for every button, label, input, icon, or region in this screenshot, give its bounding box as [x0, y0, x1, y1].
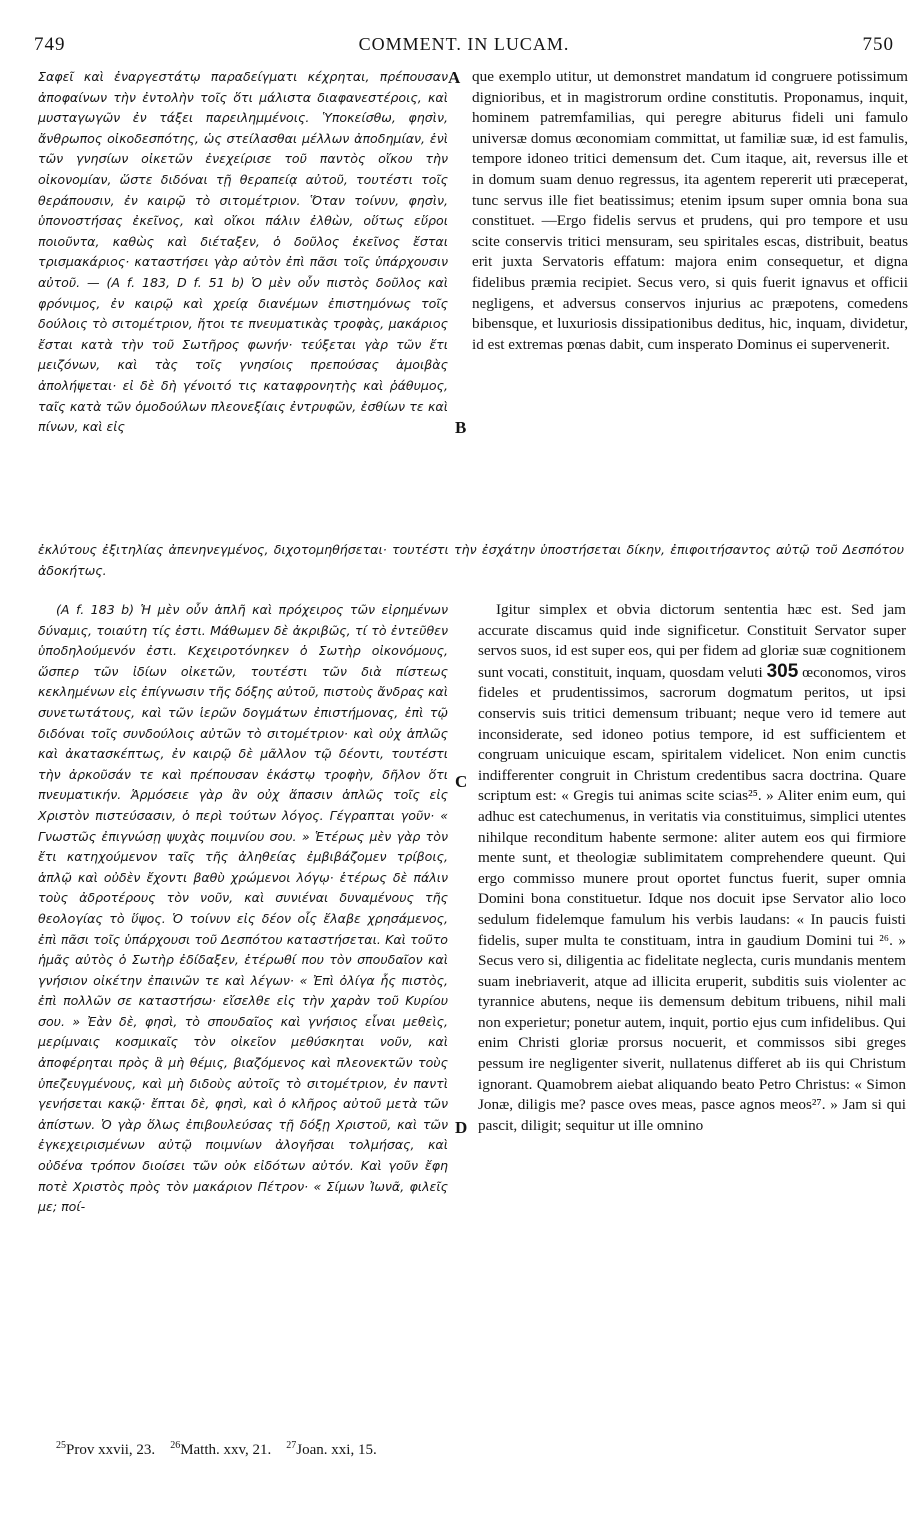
margin-marker-c: C	[455, 772, 468, 791]
footnote-26: $^{26}$Matth. xxv, 21.	[170, 1440, 272, 1458]
margin-marker-d: D	[455, 1118, 468, 1137]
greek-paragraph-bottom: (A f. 183 b) Ἡ μὲν οὖν ἁπλῆ καὶ πρόχειρος τῶν εἰρημένων δύναμις, τοιαύτη τίς ἐστι. Μάθωμεν δὲ ἀκριβῶς, τί τὸ ἐντεῦθεν ὑποδηλούμενόν ἐστι. Κεχειροτόνηκεν ὁ Σωτὴρ οἰκονόμους, ὥσπερ τῶν ἰδίων οἰκετῶν, τουτέστι τῶν διὰ πίστεως κεκλημένων εἰς ἐπίγνωσιν τῆς δόξης αὐτοῦ, πιστοὺς ἄνδρας καὶ συνετωτάτους, καὶ τῶν ἱερῶν δογμάτων ἐπιστήμονας, ἐπὶ τῷ διδόναι τοῖς συνδούλοις αὐτῶν τὸ σιτομέτριον· καὶ οὐχ ἁπλῶς καὶ ἀκατασκέπτως, ἐν καιρῷ δὲ μᾶλλον τῷ δέοντι, τουτέστι τὴν ἀρκοῦσάν τε καὶ πρέπουσαν ἑκάστῳ τροφὴν, δῆλον ὅτι πνευματικήν. Ἁρμόσειε γὰρ ἂν οὐχ ἅπασιν ἁπλῶς τοῖς εἰς Χριστὸν πιστεύσασιν, ὁ περὶ τούτων λόγος. Γέγραπται γοῦν· « Γνωστῶς ἐπιγνώσῃ ψυχὰς ποιμνίου σου. » Ἑτέρως μὲν γὰρ τὸν ἔτι κατηχούμενον ταῖς τῆς ἀληθείας ἐμβιβάζομεν τρίβοις, ἁπλῷ καὶ οὐδὲν ἔχοντι βαθὺ χρώμενοι λόγῳ· ἑτέρως δὲ πάλιν τοὺς ἀδροτέρους τὸν νοῦν, καὶ συνιέναι δυναμένους τῆς θεολογίας τὸ ὕψος. Ὁ τοίνυν εἰς δέον οἷς ἔλαβε χρησάμενος, ἐπὶ πᾶσι τοῖς ὑπάρχουσι τοῦ Δεσπότου καταστήσεται. Καὶ τοῦτο ἡμᾶς αὐτὸς ὁ Σωτὴρ ἐδίδαξεν, ἑτέρωθί που τὸν σπουδαῖον καὶ γνήσιον οἰκέτην ἐπαινῶν τε καὶ λέγων· « Ἐπὶ ὀλίγα ἧς πιστὸς, ἐπὶ πολλῶν σε καταστήσω· εἴσελθε εἰς τὴν χαρὰν τοῦ Κυρίου σου. » Ἐὰν δὲ, φησὶ, τὸ σπουδαῖος καὶ γνήσιος εἶναι μεθεὶς, μερίμναις κοσμικαῖς τὸν οἰκεῖον μεθύσκηται νοῦν, καὶ ἀποφέρηται πρὸς ἃ μὴ θέμις, βιαζόμενος καὶ πλεονεκτῶν τοὺς ὑπεζευγμένους, καὶ μὴ διδοὺς αὐτοῖς τὸ σιτομέτριον, ἐν παντὶ γενήσεται κακῷ· ἔπται δὲ, φησὶ, καὶ ὁ κλῆρος αὐτοῦ μετὰ τῶν ἀπίστων. Ὁ γὰρ ὅλως ἐπιβουλεύσας τῇ δόξῃ Χριστοῦ, καὶ τῶν ἐγκεχειρισμένων αὐτῷ ποιμνίων ἀλογῆσαι τολμήσας, καὶ οὐδένα τρόπον διοίσει τῶν οὐκ εἰδότων αὐτόν. Καὶ γοῦν ἔφη ποτὲ Χριστὸς πρὸς τὸν μακάριον Πέτρον· « Σίμων Ἰωνᾶ, φιλεῖς με; ποί-	[38, 602, 448, 1215]
running-title: COMMENT. IN LUCAM.	[358, 34, 570, 54]
footnote-25: $^{25}$Prov xxvii, 23.	[56, 1440, 156, 1458]
column-number-305: 305	[766, 660, 799, 682]
margin-marker-a: A	[448, 68, 461, 87]
latin-column-bottom	[478, 600, 906, 1136]
page-number-right: 750	[862, 34, 894, 55]
footnote-27: $^{27}$Joan. xxi, 15.	[286, 1440, 377, 1458]
greek-span-paragraph: ἐκλύτους ἐξιτηλίας ἀπενηνεγμένος, διχοτομηθήσεται· τουτέστι τὴν ἐσχάτην ὑποστήσεται δίκην, ἐπιφοιτήσαντος αὐτῷ τοῦ Δεσπότου ἀδοκήτως.	[38, 542, 904, 578]
latin-paragraph-bottom-part-b: œconomos, viros fideles et prudentissimos, sacrorum dogmatum peritos, ut ipsi conservis suis tritici demensum tribuant; neque vero id temere aut inconsiderate, sed idoneo potius tempore, id est sufficientem et congruam unicuique escam, spiritalem videlicet. Non enim cunctis indifferenter congruit in Christum credentibus sacra doctrina. Quare scriptum est: « Gregis tui animas scite scias²⁵. » Aliter enim eum, qui adhuc est catechumenus, in veritatis via constituimus, simplici utentes nihilque reconditum habente sermone: aliter autem eos qui firmiore mente sunt, et theologiæ sublimitatem comprehendere queunt. Qui ergo commisso munere prout oportet functus fuerit, super omnia Domini bona constituetur. Idque nos docuit ipse Servator alio loco sedulum fidelemque famulum his verbis laudans: « In paucis fuisti fidelis, super multa te constituam, intra in gaudium Domini tui ²⁶. » Secus vero si, diligentia ac fidelitate neglecta, curis mundanis mentem suam inebriaverit, atque ad illicita eruperit, subditis suis violenter ac tyrannice abutens, neque iis demensum debitum tribuens, nihil mali non experietur; ponetur autem, inquit, portio ejus cum infidelibus. Qui enim Christi gloriæ prorsus nocuerit, et commissos sibi greges pessum ire negligenter siverit, nullatenus differet ab iis qui Christum ignorant. Quamobrem aiebat aliquando beato Petro Christus: « Simon Jonæ, diligis me? pasce oves meas, pasce agnos meos²⁷. » Jam si qui pascit, diligit; sequitur ut ille omnino	[478, 663, 906, 1134]
greek-span-line	[38, 540, 904, 581]
page-number-left: 749	[34, 34, 66, 55]
footnotes	[56, 1440, 856, 1459]
greek-column-top	[38, 67, 448, 438]
latin-paragraph-top: que exemplo utitur, ut demonstret mandatum id congruere potissimum dignioribus, et in magistrorum ordine constitutis. Proponamus, inquit, hominem patremfamilias, qui peregre abiturus fideli uni famulo universæ domus œconomiam committat, ut familiæ suæ, id est famulis, tempore idoneo tritici demensum det. Cum itaque, ait, reversus ille et in domum suam denuo regressus, ita agentem repererit uti præceperat, tunc servus ille fiet beatissimus; etenim ipsum super omnia bona sua constituet. —Ergo fidelis servus et prudens, qui pro tempore et usu scite conservis tritici mensuram, seu spiritales escas, distribuit, beatus erit juxta Servatoris effatum: majora enim consequetur, et digna fidelibus præmia recipiet. Secus vero, si quis fuerit ignavus et officii negligens, et adversus conservos injurius ac præpotens, comedens bibensque, et luxuriosis dissipationibus deditus, hic, inquam, dividetur, id est extremas pœnas dabit, cum insperato Dominus ei supervenerit.	[472, 68, 908, 353]
page-header	[34, 34, 894, 58]
latin-paragraph-bottom	[478, 600, 906, 1136]
latin-column-top	[472, 67, 908, 355]
greek-column-bottom	[38, 600, 448, 1218]
margin-marker-b: B	[455, 418, 467, 437]
greek-paragraph-top: Σαφεῖ καὶ ἐναργεστάτῳ παραδείγματι κέχρηται, πρέπουσαν ἀποφαίνων τὴν ἐντολὴν τοῖς ὅτι μάλιστα διαφανεστέροις, καὶ μυσταγωγῶν ἐν τάξει παρειλημμένοις. Ὑποκείσθω, φησὶν, ἄνθρωπος οἰκοδεσπότης, ὡς στείλασθαι μέλλων ἀποδημίαν, ἑνὶ τῶν γνησίων οἰκετῶν ἐνεχείρισε τοῦ παντὸς οἴκου τὴν οἰκονομίαν, ὥστε διδόναι τῇ θεραπείᾳ αὐτοῦ, τουτέστι τοῖς θεράπουσιν, ἐν καιρῷ τὸ σιτομέτριον. Ὅταν τοίνυν, φησὶν, ὑπονοστήσας ἐκεῖνος, καὶ οἴκοι πάλιν ἐλθὼν, οὕτως εὕροι ποιοῦντα, καθὼς καὶ διέταξεν, ὁ δοῦλος ἐκεῖνος ἔσται τρισμακάριος· καταστήσει γὰρ αὐτὸν ἐπὶ πᾶσι τοῖς ὑπάρχουσιν αὐτοῦ. — (A f. 183, D f. 51 b) Ὁ μὲν οὖν πιστὸς δοῦλος καὶ φρόνιμος, ἐν καιρῷ καὶ χρείᾳ διανέμων ἐπιστημόνως τοῖς δούλοις τὸ σιτομέτριον, ἤτοι τε πνευματικὰς τροφὰς, μακάριος ἔσται κατὰ τὴν τοῦ Σωτῆρος φωνήν· τεύξεται γὰρ τῶν ἔτι μειζόνων, καὶ τὰς τοῖς γνησίοις πρεπούσας ἀμοιβὰς ἀπολήψεται· εἰ δὲ δὴ γένοιτό τις καταφρονητὴς καὶ ῥάθυμος, ταῖς κατὰ τῶν ὁμοδούλων πλεονεξίαις ἐντρυφῶν, ἐσθίων τε καὶ πίνων, καὶ εἰς	[38, 69, 448, 435]
latin-paragraph-bottom-part-a: Igitur simplex et obvia dictorum sententia hæc est. Sed jam accurate discamus quid inde significetur. Constituit Servator super servos suos, id est super eos, qui per fidem ad gloriæ suæ cognitionem sunt vocati, constituit, inquam, quosdam veluti	[478, 601, 906, 681]
